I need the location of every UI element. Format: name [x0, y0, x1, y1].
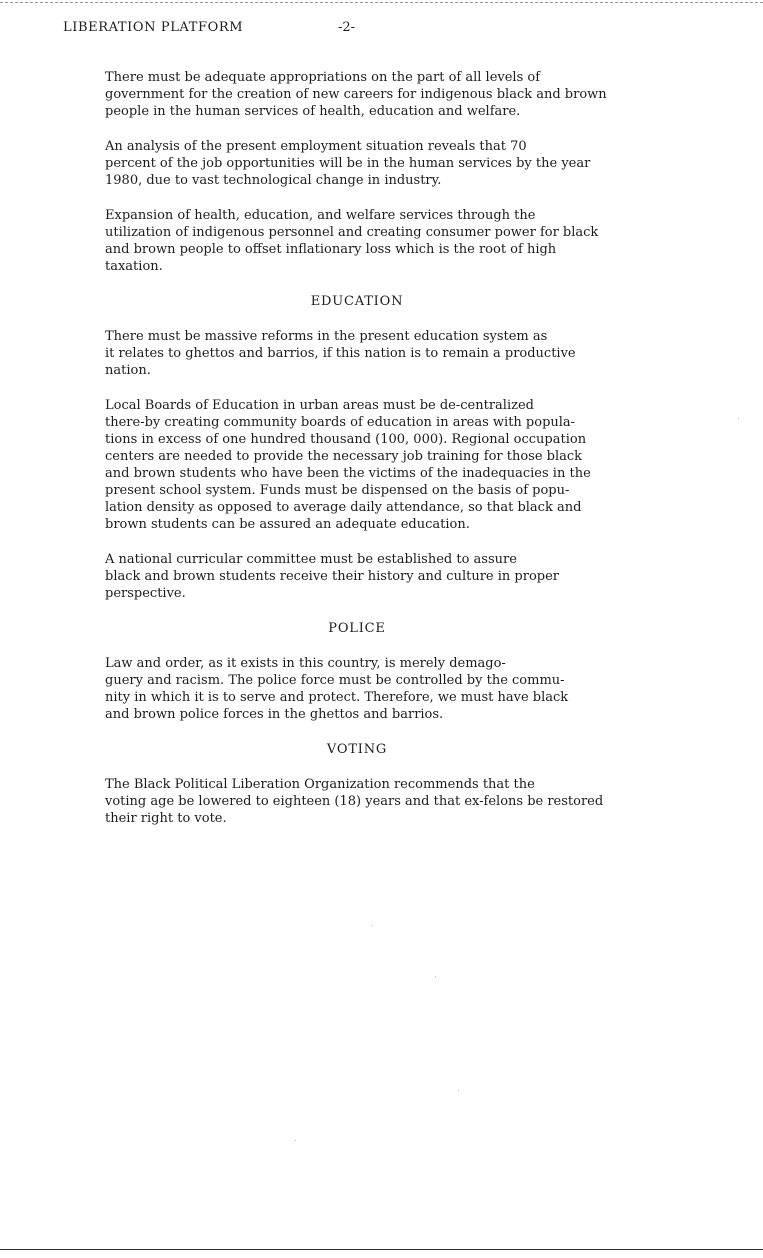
- text-line: Local Boards of Education in urban areas must be de-centralized: [105, 398, 534, 413]
- paragraph-law-and-order: [63, 655, 643, 723]
- document-header-title: LIBERATION PLATFORM: [63, 20, 244, 35]
- text-line: nation.: [105, 363, 151, 378]
- section-heading-education: EDUCATION: [310, 294, 404, 309]
- text-line: tions in excess of one hundred thousand (100, 000). Regional occupation: [105, 432, 587, 447]
- text-line: and brown police forces in the ghettos and barrios.: [105, 707, 444, 722]
- text-line: present school system. Funds must be dispensed on the basis of popu-: [105, 483, 570, 498]
- bottom-border: [0, 1249, 763, 1250]
- text-line: people in the human services of health, education and welfare.: [105, 104, 521, 119]
- paragraph-appropriations: [63, 69, 643, 120]
- section-heading-voting: VOTING: [326, 742, 388, 757]
- scan-speck: [295, 1140, 296, 1141]
- top-border: [0, 2, 763, 3]
- text-line: government for the creation of new careers for indigenous black and brown: [105, 87, 607, 102]
- text-line: 1980, due to vast technological change in industry.: [105, 173, 442, 188]
- text-line: centers are needed to provide the necessary job training for those black: [105, 449, 583, 464]
- document-body: [63, 69, 643, 845]
- scan-speck: [435, 976, 436, 977]
- text-line: There must be massive reforms in the present education system as: [105, 329, 548, 344]
- text-line: guery and racism. The police force must be controlled by the commu-: [105, 673, 565, 688]
- scan-speck: [372, 925, 373, 926]
- text-line: there-by creating community boards of education in areas with popula-: [105, 415, 576, 430]
- text-line: percent of the job opportunities will be in the human services by the year: [105, 156, 591, 171]
- text-line: lation density as opposed to average daily attendance, so that black and: [105, 500, 582, 515]
- text-line: perspective.: [105, 586, 186, 601]
- text-line: There must be adequate appropriations on the part of all levels of: [105, 70, 541, 85]
- text-line: The Black Political Liberation Organization recommends that the: [105, 777, 535, 792]
- paragraph-education-reforms: [63, 328, 643, 379]
- section-heading-police: POLICE: [328, 621, 386, 636]
- text-line: utilization of indigenous personnel and creating consumer power for black: [105, 225, 599, 240]
- page-number: -2-: [338, 20, 356, 35]
- scan-speck: [738, 418, 739, 419]
- paragraph-local-boards: [63, 397, 643, 533]
- text-line: brown students can be assured an adequate education.: [105, 517, 470, 532]
- text-line: it relates to ghettos and barrios, if this nation is to remain a productive: [105, 346, 576, 361]
- paragraph-employment-analysis: [63, 138, 643, 189]
- text-line: A national curricular committee must be established to assure: [105, 552, 517, 567]
- text-line: black and brown students receive their history and culture in proper: [105, 569, 560, 584]
- scan-speck: [458, 1090, 459, 1091]
- text-line: Expansion of health, education, and welfare services through the: [105, 208, 536, 223]
- paragraph-curricular-committee: [63, 551, 643, 602]
- text-line: their right to vote.: [105, 811, 227, 826]
- paragraph-voting-age: [63, 776, 643, 827]
- text-line: An analysis of the present employment situation reveals that 70: [105, 139, 527, 154]
- text-line: taxation.: [105, 259, 163, 274]
- text-line: voting age be lowered to eighteen (18) years and that ex-felons be restored: [105, 794, 604, 809]
- text-line: and brown people to offset inflationary loss which is the root of high: [105, 242, 557, 257]
- paragraph-expansion: [63, 207, 643, 275]
- text-line: nity in which it is to serve and protect. Therefore, we must have black: [105, 690, 569, 705]
- text-line: Law and order, as it exists in this country, is merely demago-: [105, 656, 506, 671]
- text-line: and brown students who have been the victims of the inadequacies in the: [105, 466, 591, 481]
